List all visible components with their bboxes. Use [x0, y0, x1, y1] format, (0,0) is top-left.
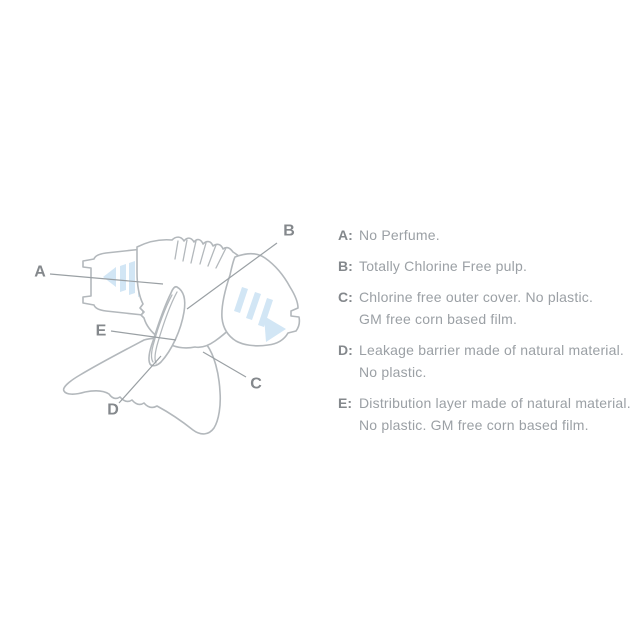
legend-text-d — [359, 339, 624, 383]
callout-letter-c: C — [250, 375, 262, 393]
legend-text-c — [359, 286, 593, 330]
legend-item-c — [338, 286, 634, 330]
legend-letter-a: A: — [338, 227, 353, 243]
legend-item-d — [338, 339, 634, 383]
legend-letter-e: E: — [338, 395, 352, 411]
legend-text-b — [359, 255, 527, 277]
legend-letter-b: B: — [338, 258, 353, 274]
legend-line: Chlorine free outer cover. No plastic. — [359, 289, 594, 305]
legend-text-e — [359, 392, 631, 436]
legend-line: No plastic. — [359, 364, 427, 380]
legend — [338, 224, 634, 445]
legend-line: No plastic. GM free corn based film. — [359, 417, 589, 433]
legend-line: Distribution layer made of natural material. — [359, 395, 631, 411]
callout-letter-e: E — [95, 322, 107, 340]
legend-line: No Perfume. — [359, 227, 440, 243]
callout-letter-b: B — [283, 222, 295, 240]
legend-item-a — [338, 224, 634, 246]
left-stripe-bar-2 — [129, 261, 135, 295]
legend-line: Totally Chlorine Free pulp. — [359, 258, 528, 274]
callout-letter-a: A — [34, 263, 46, 281]
legend-line: Leakage barrier made of natural material. — [359, 342, 625, 358]
left-stripe-bar-1 — [120, 264, 126, 292]
legend-item-e — [338, 392, 634, 436]
nappy-front-panel — [64, 337, 221, 434]
nappy-right-wing — [222, 254, 300, 346]
legend-text-a — [359, 224, 440, 246]
legend-letter-d: D: — [338, 342, 353, 358]
callout-letter-d: D — [107, 401, 119, 419]
legend-line: GM free corn based film. — [359, 311, 518, 327]
legend-letter-c: C: — [338, 289, 353, 305]
legend-item-b — [338, 255, 634, 277]
